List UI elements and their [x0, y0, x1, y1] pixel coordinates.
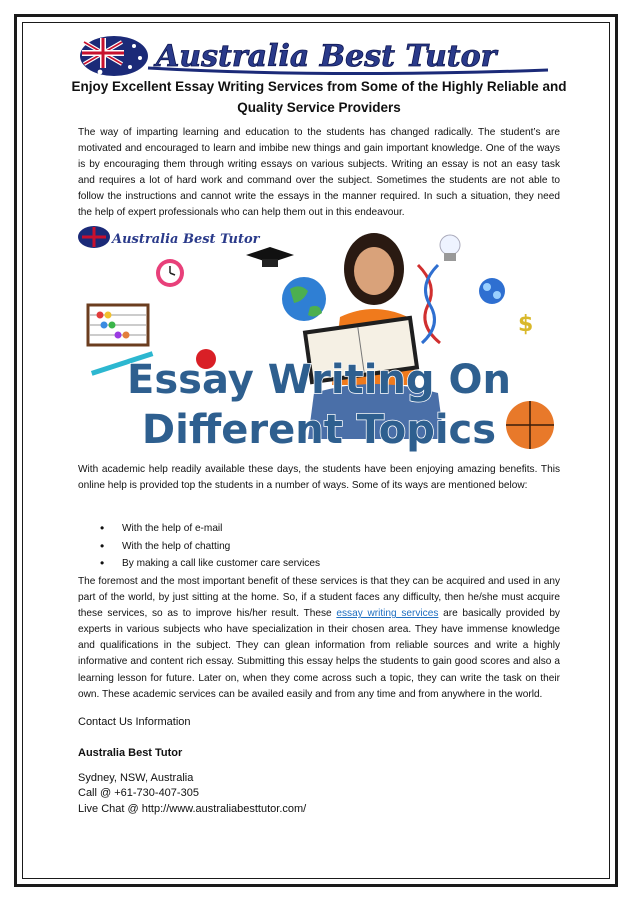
alarm-clock-icon	[156, 259, 184, 287]
essay-writing-services-link[interactable]: essay writing services	[336, 608, 439, 620]
intro-paragraph: The way of imparting learning and education to the students has changed radically. The student’s are motivated and encouraged to learn and imbibe new things and gain important knowledge. One of the ways is by encouraging them through writing essays on various subjects. Writing an essay is not an easy task and requires a lot of hard work and command over the subject. Sometimes the students are not able to follow the instructions and cannot write the essays in the manner required. In such a situation, they need the help of expert professionals who can help them out in this endeavour.	[78, 127, 560, 219]
contact-phone: Call @ +61-730-407-305	[78, 787, 199, 799]
services-text-after-link: are basically provided by experts in various subjects who have specialization in their chosen area. They have immense knowledge and qualifications in the subject. They can glean information from reliable sources and write a highly informative and content rich essay. Submitting this essay helps the students to gain good scores and also a learning lesson for future. Later on, when they come across such a topic, they can write the task on their own. These academic services can be availed easily and from any time and from anywhere in the world.	[78, 608, 560, 700]
list-item: • With the help of e-mail	[100, 520, 540, 538]
title-line-1: Enjoy Excellent Essay Writing Services from Some of the Highly Reliable and	[71, 79, 567, 94]
dollar-icon: $	[518, 312, 534, 337]
globe-icon	[282, 277, 326, 321]
title-line-2: Quality Service Providers	[237, 100, 401, 115]
services-text-before-link: The foremost and the most important benefit of these services is that they can be acquired and used in any part of the world, by just sitting at the home. So, if a student faces any difficulty, then he/she must acquire these services, so as to improve his/her result. These	[78, 576, 560, 620]
logo-text: Australia Best Tutor	[156, 39, 497, 74]
atom-icon	[479, 278, 505, 304]
hero-heading-line-2: Different Topics	[141, 407, 497, 453]
hero-logo-text: Australia Best Tutor	[112, 232, 260, 247]
hero-image	[78, 225, 560, 455]
contact-live-chat: Live Chat @ http://www.australiabesttutor.com/	[78, 803, 307, 815]
services-paragraph	[78, 574, 560, 703]
document-title	[60, 76, 578, 118]
list-item: • By making a call like customer care services	[100, 555, 540, 573]
list-item: • With the help of chatting	[100, 538, 540, 556]
contact-heading: Contact Us Information	[78, 716, 191, 728]
basketball-icon	[506, 401, 554, 449]
hero-heading-line-1: Essay Writing On	[127, 357, 511, 403]
header-logo	[78, 34, 558, 78]
hero-flag-icon	[78, 226, 110, 248]
australian-flag-icon	[80, 36, 148, 76]
benefits-paragraph: With academic help readily available these days, the students have been enjoying amazing benefits. This online help is provided top the students in a number of ways. Some of its ways are mentioned below:	[78, 464, 560, 492]
contact-address: Sydney, NSW, Australia	[78, 772, 194, 784]
help-methods-list	[100, 520, 540, 573]
hero-illustration	[78, 225, 560, 455]
company-name: Australia Best Tutor	[78, 747, 183, 759]
